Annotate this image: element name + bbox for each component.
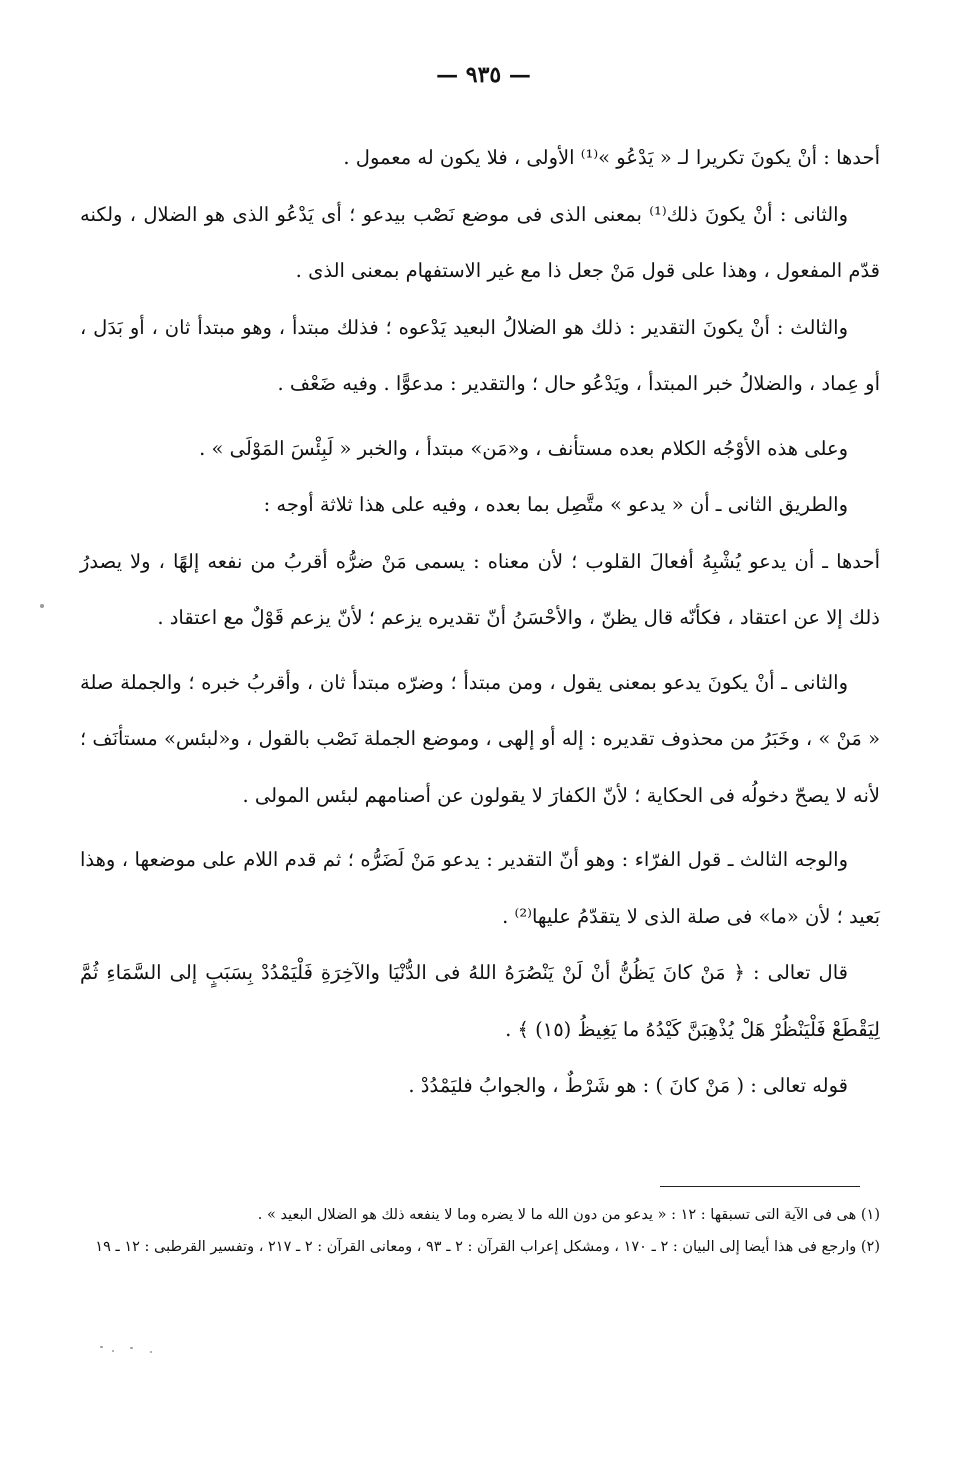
page-number: — ٩٣٥ — bbox=[436, 62, 531, 88]
footnotes bbox=[80, 1200, 880, 1264]
paragraph-second-aspect: والثانى : أنْ يكونَ ذلك⁽¹⁾ بمعنى الذى فى موضع نَصْب بيدعو ؛ أى يَدْعُو الذى هو الضلال ، ولكنه قدّم المفعول ، وهذا على قول مَنْ جعل ذا مع غير الاستفهام بمعنى الذى . bbox=[80, 202, 880, 282]
print-speck bbox=[40, 604, 44, 608]
paragraph-route-second-aspect: والثانى ـ أنْ يكونَ يدعو بمعنى يقول ، ومن مبتدأ ؛ وضرّه مبتدأ ثان ، وأقربُ خبره ؛ والجملة صلة « مَنْ » ، وخَبَرُ من محذوف تقديره : إله أو إلهى ، وموضع الجملة نَصْب بالقول ، و«لبئس» مستأنَف ؛ لأنه لا يصحّ دخولُه فى الحكاية ؛ لأنّ الكفارَ لا يقولون عن أصنامهم لبئس المولى . bbox=[80, 670, 880, 807]
footnote-2: (٢) وارجع فى هذا أيضا إلى البيان : ٢ ـ ١٧٠ ، ومشكل إعراب القرآن : ٢ ـ ٩٣ ، ومعانى القرآن : ٢ ـ ٢١٧ ، وتفسير القرطبى : ١٢ ـ ١٩ bbox=[95, 1239, 880, 1255]
main-text bbox=[80, 130, 880, 1115]
paragraph-quran-verse: قال تعالى : ﴿ مَنْ كانَ يَظُنُّ أنْ لَنْ يَنْصُرَهُ اللهُ فى الدُّنْيَا والآخِرَةِ فَلْيَمْدُدْ بِسَبَبٍ إلى السَّمَاءِ ثُمَّ لِيَقْطَعْ فَلْيَنْظُرْ هَلْ يُذْهِبَنَّ كَيْدُهُ ما يَغِيظُ (١٥) ﴾ . bbox=[80, 961, 880, 1041]
paragraph-route-third-aspect: والوجه الثالث ـ قول الفرّاء : وهو أنّ التقدير : يدعو مَنْ لَضَرُّه ؛ ثم قدم اللام على موضعها ، وهذا بَعيد ؛ لأن «ما» فى صلة الذى لا يتقدّمُ عليها⁽²⁾ . bbox=[80, 848, 880, 928]
paragraph-third-aspect: والثالث : أنْ يكونَ التقدير : ذلك هو الضلالُ البعيد يَدْعوه ؛ فذلك مبتدأ ، وهو مبتدأ ثان ، أو بَدَل ، أو عِماد ، والضلالُ خبر المبتدأ ، ويَدْعُو حال ؛ والتقدير : مدعوًّا . وفيه ضَعْف . bbox=[80, 315, 880, 395]
paragraph-second-route: والطريق الثانى ـ أن « يدعو » متَّصِل بما بعده ، وفيه على هذا ثلاثة أوجه : bbox=[263, 493, 848, 516]
paragraph-route-first-aspect: أحدها ـ أن يدعو يُشْبِهُ أفعالَ القلوب ؛ لأن معناه : يسمى مَنْ ضرُّه أقربُ من نفعه إلهًا ، ولا يصدرُ ذلك إلا عن اعتقاد ، فكأنّه قال يظنّ ، والأحْسَنُ أنّ تقديره يزعم ؛ لأنّ يزعم قَوْلٌ مع اعتقاد . bbox=[80, 549, 881, 629]
footnote-divider bbox=[660, 1186, 860, 1187]
paragraph-verse-commentary: قوله تعالى : ( مَنْ كانَ ) : هو شَرْطٌ ، والجوابُ فليَمْدُدْ . bbox=[408, 1074, 848, 1097]
footnote-1: (١) هى فى الآية التى تسبقها : ١٢ : « يدعو من دون الله ما لا يضره وما لا ينفعه ذلك هو الضلال البعيد » . bbox=[257, 1207, 880, 1223]
paragraph-first-aspect: أحدها : أنْ يكونَ تكريرا لـ « يَدْعُو »⁽¹⁾ الأولى ، فلا يكون له معمول . bbox=[343, 146, 880, 169]
paragraph-aspects-summary: وعلى هذه الأوْجُه الكلام بعده مستأنف ، و«مَن» مبتدأ ، والخبر « لَبِئْسَ المَوْلَى » . bbox=[199, 436, 848, 460]
print-speck bbox=[130, 1347, 133, 1349]
print-speck bbox=[100, 1346, 103, 1348]
print-speck bbox=[150, 1351, 152, 1353]
print-speck bbox=[112, 1350, 114, 1352]
